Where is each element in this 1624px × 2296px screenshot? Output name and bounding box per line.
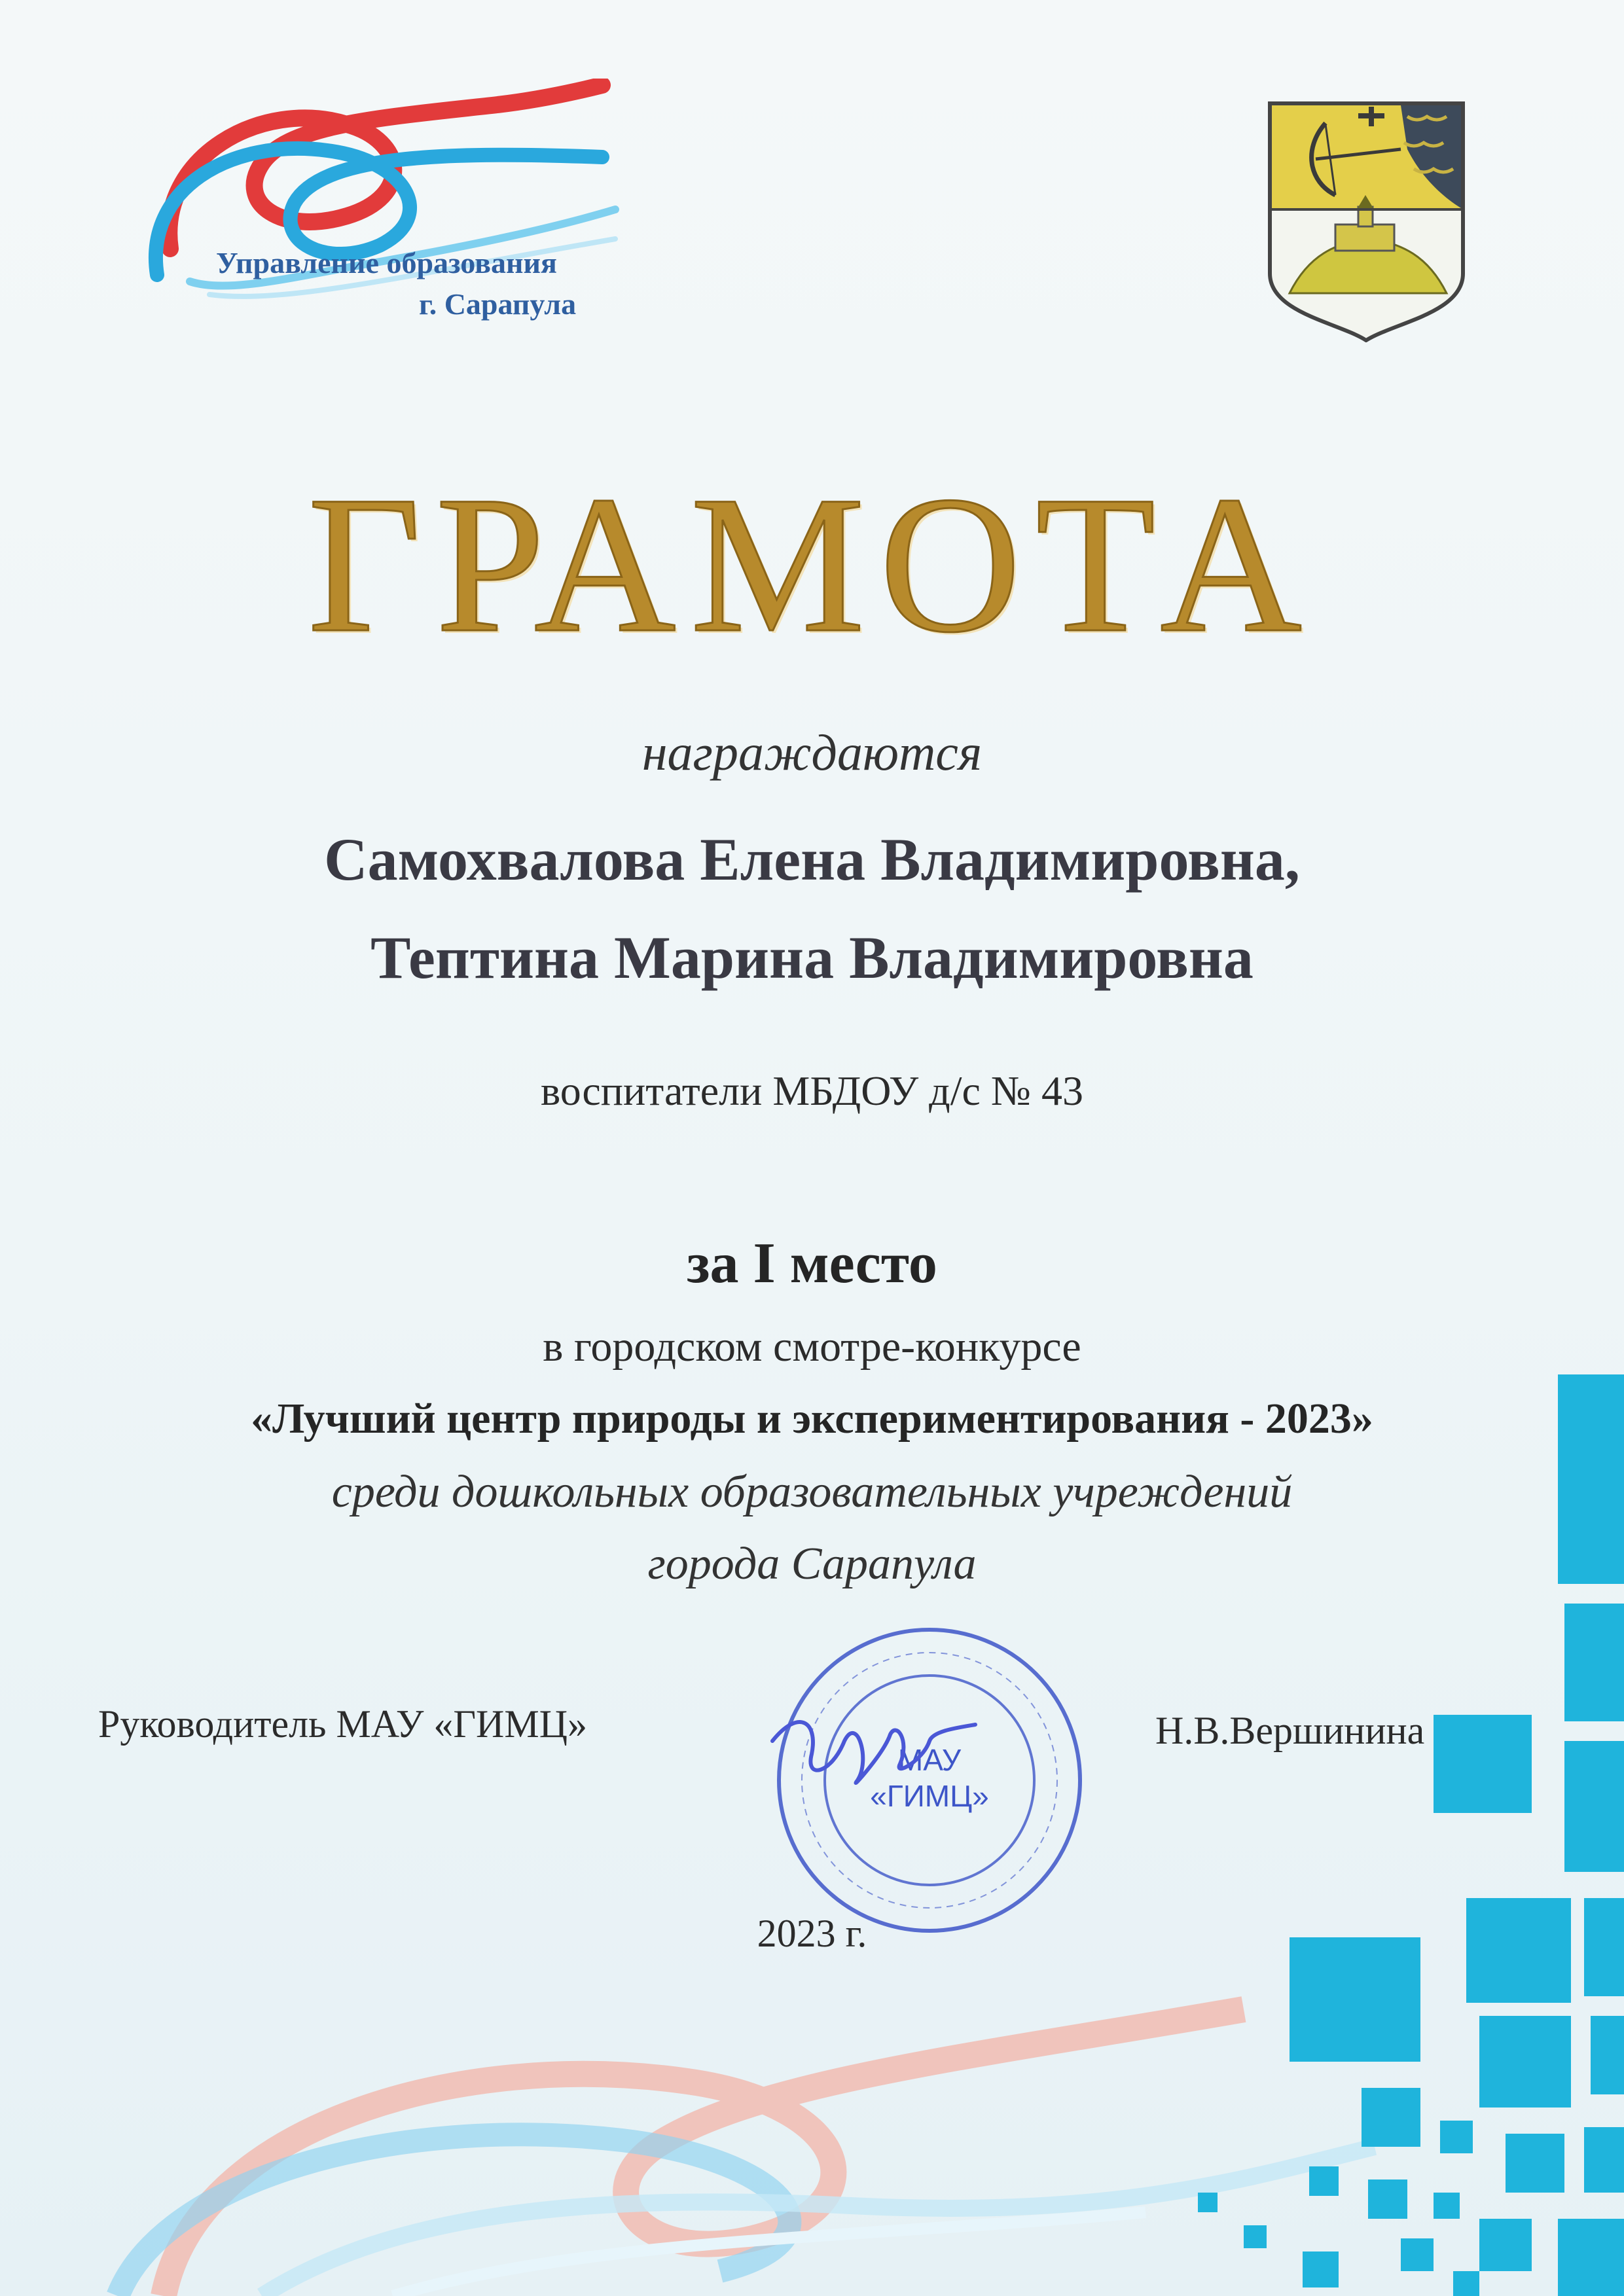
recipient-position: воспитатели МБДОУ д/с № 43 [541, 1067, 1083, 1114]
recipient-name: Самохвалова Елена Владимировна, [324, 826, 1300, 893]
signer-title: Руководитель МАУ «ГИМЦ» [98, 1702, 588, 1746]
stamp-center-line1: МАУ [897, 1743, 962, 1777]
awarded-text: награждаются [641, 724, 983, 781]
award-place: за I место [687, 1232, 937, 1295]
cyan-squares-decoration [1113, 1374, 1624, 2296]
recipient-name: Тептина Марина Владимировна [370, 924, 1254, 991]
contest-context: в городском смотре-конкурсе [543, 1323, 1081, 1371]
stamp-center-line2: «ГИМЦ» [870, 1779, 989, 1813]
logo-line2: г. Сарапула [419, 287, 577, 321]
sarapul-coat-of-arms-icon [1263, 97, 1470, 342]
signer-name: Н.В.Вершинина [1155, 1709, 1425, 1752]
education-department-logo [131, 79, 628, 340]
city-line: города Сарапула [647, 1539, 977, 1589]
logo-line1: Управление образования [216, 246, 557, 279]
among-institutions-line: среди дошкольных образовательных учреждений [331, 1467, 1293, 1517]
certificate-title: ГРАМОТА [308, 456, 1316, 673]
official-stamp [759, 1610, 1100, 1950]
issue-year: 2023 г. [757, 1912, 867, 1955]
contest-name: «Лучший центр природы и экспериментирования - 2023» [251, 1395, 1373, 1443]
